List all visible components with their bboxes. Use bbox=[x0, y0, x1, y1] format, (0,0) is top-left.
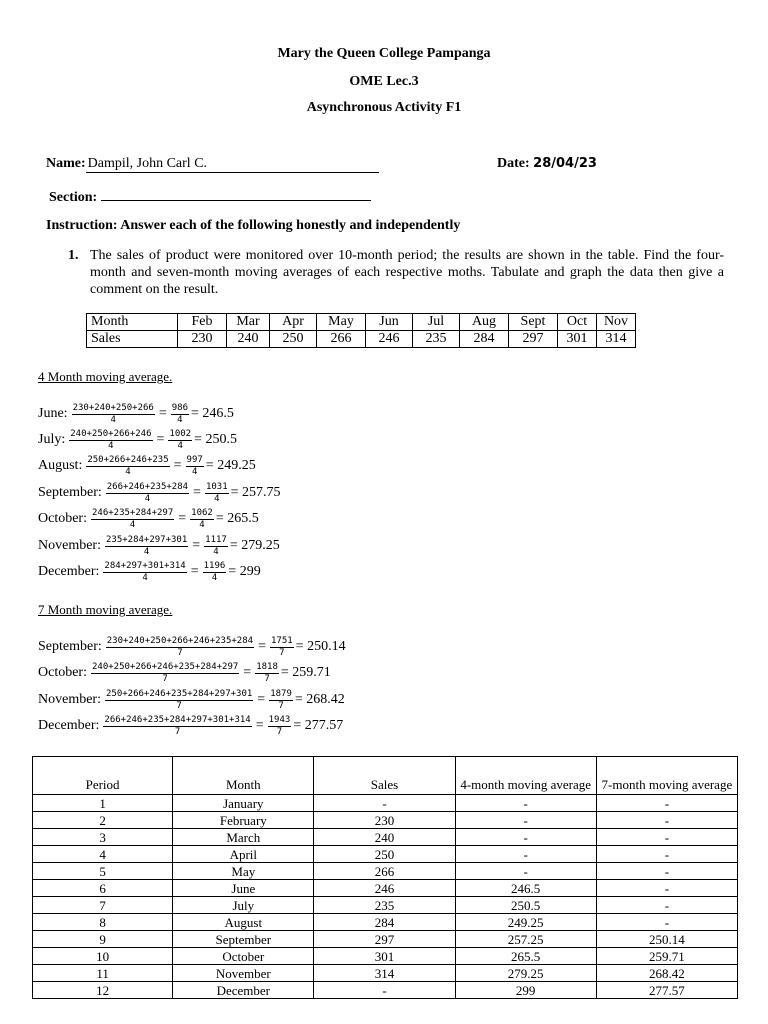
month-cell: June bbox=[173, 880, 314, 897]
sales-row-label: Sales bbox=[87, 331, 178, 348]
sum-fraction bbox=[103, 715, 251, 738]
fraction-numerator: 1879 bbox=[270, 688, 292, 699]
sales-cell: 266 bbox=[317, 331, 366, 348]
sales-cell: 230 bbox=[178, 331, 227, 348]
seven-month-avg-cell: - bbox=[596, 812, 737, 829]
sales-cell: 297 bbox=[314, 931, 455, 948]
sales-cell: 314 bbox=[597, 331, 636, 348]
seven-month-formula-row bbox=[38, 634, 346, 660]
seven-month-avg-cell: - bbox=[596, 880, 737, 897]
table-header-row bbox=[33, 757, 738, 795]
four-month-avg-cell: 279.25 bbox=[455, 965, 596, 982]
table-row bbox=[33, 965, 738, 982]
four-month-avg-cell: 299 bbox=[455, 982, 596, 999]
fraction-numerator: 997 bbox=[186, 454, 203, 465]
formula-result: = 250.14 bbox=[295, 639, 346, 654]
name-label: Name: bbox=[46, 156, 86, 171]
section-label: Section: bbox=[49, 190, 98, 205]
formula-label: August: bbox=[38, 458, 83, 473]
formula-result: = 250.5 bbox=[194, 432, 238, 447]
name-row bbox=[46, 156, 379, 173]
table-row bbox=[33, 880, 738, 897]
fraction-denominator: 7 bbox=[174, 726, 181, 737]
fraction-denominator: 4 bbox=[142, 572, 148, 583]
period-cell: 8 bbox=[33, 914, 173, 931]
four-month-avg-cell: 249.25 bbox=[455, 914, 596, 931]
total-fraction bbox=[186, 455, 204, 478]
four-month-avg-cell: - bbox=[455, 812, 596, 829]
period-cell: 9 bbox=[33, 931, 173, 948]
formula-label: October: bbox=[38, 665, 87, 680]
sales-cell: 301 bbox=[558, 331, 597, 348]
sales-cell: - bbox=[314, 982, 455, 999]
four-month-avg-cell: - bbox=[455, 829, 596, 846]
table-row bbox=[33, 948, 738, 965]
formula-result: = 299 bbox=[228, 564, 261, 579]
fraction-denominator: 4 bbox=[191, 466, 198, 477]
sum-fraction bbox=[106, 636, 254, 659]
seven-month-avg-cell: - bbox=[596, 863, 737, 880]
sum-fraction bbox=[91, 508, 174, 531]
equals-sign: = bbox=[193, 485, 201, 500]
column-header-sales: Sales bbox=[314, 757, 455, 795]
sum-fraction bbox=[86, 455, 169, 478]
fraction-denominator: 7 bbox=[162, 673, 168, 684]
formula-result: = 265.5 bbox=[215, 511, 259, 526]
fraction-numerator: 1751 bbox=[270, 635, 293, 646]
fraction-denominator: 4 bbox=[177, 414, 183, 425]
fraction-denominator: 4 bbox=[108, 440, 114, 451]
month-cell: Jun bbox=[366, 314, 413, 331]
column-header-month: Month bbox=[173, 757, 314, 795]
month-cell: April bbox=[173, 846, 314, 863]
fraction-numerator: 246+235+284+297 bbox=[91, 507, 174, 518]
activity-title: Asynchronous Activity F1 bbox=[306, 100, 462, 115]
equals-sign: = bbox=[158, 406, 167, 421]
formula-label: June: bbox=[38, 406, 68, 421]
sum-fraction bbox=[91, 662, 239, 685]
fraction-numerator: 240+250+266+246+235+284+297 bbox=[91, 661, 239, 672]
fraction-numerator: 1062 bbox=[191, 507, 213, 518]
column-header-period: Period bbox=[33, 757, 173, 795]
table-row bbox=[33, 982, 738, 999]
table-row bbox=[33, 863, 738, 880]
total-fraction bbox=[190, 508, 214, 531]
fraction-denominator: 7 bbox=[264, 673, 270, 684]
total-fraction bbox=[171, 403, 189, 426]
equals-sign: = bbox=[192, 538, 201, 553]
fraction-numerator: 235+284+297+301 bbox=[105, 534, 188, 545]
sum-fraction bbox=[72, 403, 155, 426]
equals-sign: = bbox=[173, 458, 182, 473]
period-cell: 10 bbox=[33, 948, 173, 965]
fraction-numerator: 1002 bbox=[169, 428, 192, 439]
question-number: 1. bbox=[68, 248, 79, 263]
formula-result: = 277.57 bbox=[293, 718, 344, 733]
fraction-denominator: 4 bbox=[129, 519, 136, 530]
fraction-denominator: 4 bbox=[143, 546, 150, 557]
month-cell: January bbox=[173, 795, 314, 812]
four-month-avg-cell: 246.5 bbox=[455, 880, 596, 897]
month-cell: Aug bbox=[460, 314, 509, 331]
sum-fraction bbox=[69, 429, 152, 452]
month-cell: February bbox=[173, 812, 314, 829]
date-label: Date: bbox=[497, 156, 530, 171]
fraction-denominator: 4 bbox=[177, 440, 183, 451]
fraction-numerator: 250+266+246+235 bbox=[87, 454, 169, 465]
formula-label: July: bbox=[38, 432, 66, 447]
seven-month-avg-cell: - bbox=[596, 846, 737, 863]
formula-result: = 259.71 bbox=[280, 665, 331, 680]
month-cell: November bbox=[173, 965, 314, 982]
formula-result: = 268.42 bbox=[294, 692, 345, 707]
table-body bbox=[33, 795, 738, 999]
four-month-avg-cell: - bbox=[455, 846, 596, 863]
sales-cell: 266 bbox=[314, 863, 455, 880]
total-fraction bbox=[205, 482, 229, 505]
table-row bbox=[33, 829, 738, 846]
table-row bbox=[33, 812, 738, 829]
equals-sign: = bbox=[178, 511, 187, 526]
fraction-denominator: 7 bbox=[279, 647, 285, 658]
period-cell: 3 bbox=[33, 829, 173, 846]
table-row bbox=[33, 795, 738, 812]
section-row bbox=[49, 190, 371, 206]
section-blank-line bbox=[101, 190, 371, 201]
sales-cell: 240 bbox=[227, 331, 270, 348]
total-fraction bbox=[255, 662, 279, 685]
sales-cell: 246 bbox=[314, 880, 455, 897]
four-month-heading: 4 Month moving average. bbox=[38, 369, 173, 384]
fraction-numerator: 1031 bbox=[205, 481, 228, 492]
table-row bbox=[33, 914, 738, 931]
month-cell: March bbox=[173, 829, 314, 846]
formula-label: November: bbox=[38, 692, 101, 707]
fraction-numerator: 230+240+250+266+246+235+284 bbox=[106, 635, 254, 646]
equals-sign: = bbox=[190, 564, 199, 579]
fraction-denominator: 7 bbox=[177, 647, 183, 658]
month-cell: December bbox=[173, 982, 314, 999]
month-cell: October bbox=[173, 948, 314, 965]
period-cell: 5 bbox=[33, 863, 173, 880]
total-fraction bbox=[268, 715, 292, 738]
month-cell: September bbox=[173, 931, 314, 948]
four-month-avg-cell: 257.25 bbox=[455, 931, 596, 948]
equals-sign: = bbox=[243, 665, 252, 680]
moving-average-table bbox=[32, 756, 738, 999]
formula-result: = 249.25 bbox=[205, 458, 256, 473]
period-cell: 4 bbox=[33, 846, 173, 863]
sales-cell: 230 bbox=[314, 812, 455, 829]
month-cell: Apr bbox=[270, 314, 317, 331]
date-row bbox=[497, 156, 597, 172]
fraction-denominator: 4 bbox=[144, 493, 151, 504]
period-cell: 2 bbox=[33, 812, 173, 829]
month-cell: May bbox=[173, 863, 314, 880]
fraction-denominator: 7 bbox=[278, 700, 284, 711]
instruction-text: Instruction: Answer each of the following honestly and independently bbox=[46, 218, 461, 233]
four-month-avg-cell: 265.5 bbox=[455, 948, 596, 965]
seven-month-avg-cell: - bbox=[596, 829, 737, 846]
month-cell: Mar bbox=[227, 314, 270, 331]
sales-cell: 250 bbox=[270, 331, 317, 348]
fraction-denominator: 4 bbox=[125, 466, 131, 477]
fraction-denominator: 4 bbox=[110, 414, 116, 425]
fraction-denominator: 4 bbox=[213, 546, 219, 557]
seven-month-formula-row bbox=[38, 713, 343, 739]
period-cell: 1 bbox=[33, 795, 173, 812]
formula-result: = 246.5 bbox=[191, 406, 234, 421]
sales-cell: 297 bbox=[509, 331, 558, 348]
school-name: Mary the Queen College Pampanga bbox=[277, 46, 491, 61]
equals-sign: = bbox=[257, 692, 266, 707]
question-text: The sales of product were monitored over 10-month period; the results are shown in the table. Find the four-month and seven-month moving averages of each respective moths. Tabulate and graph the data then give a comment on the result. bbox=[90, 248, 724, 297]
formula-label: September: bbox=[38, 639, 102, 654]
month-cell: Feb bbox=[178, 314, 227, 331]
sales-table-month-row bbox=[87, 314, 636, 331]
formula-label: October: bbox=[38, 511, 87, 526]
period-cell: 11 bbox=[33, 965, 173, 982]
month-cell: Oct bbox=[558, 314, 597, 331]
sales-cell: - bbox=[314, 795, 455, 812]
period-cell: 7 bbox=[33, 897, 173, 914]
month-row-label: Month bbox=[87, 314, 178, 331]
period-cell: 6 bbox=[33, 880, 173, 897]
fraction-denominator: 4 bbox=[211, 572, 218, 583]
seven-month-avg-cell: 277.57 bbox=[596, 982, 737, 999]
seven-month-formula-row bbox=[38, 660, 331, 686]
formula-result: = 257.75 bbox=[230, 485, 281, 500]
seven-month-avg-cell: - bbox=[596, 897, 737, 914]
period-cell: 12 bbox=[33, 982, 173, 999]
sales-cell: 284 bbox=[460, 331, 509, 348]
fraction-numerator: 986 bbox=[171, 402, 189, 413]
seven-month-avg-cell: 259.71 bbox=[596, 948, 737, 965]
table-row bbox=[33, 931, 738, 948]
sales-cell: 314 bbox=[314, 965, 455, 982]
formula-label: December: bbox=[38, 718, 100, 733]
four-month-formula-row bbox=[38, 401, 234, 427]
total-fraction bbox=[269, 689, 293, 712]
fraction-denominator: 7 bbox=[276, 726, 283, 737]
four-month-formula-row bbox=[38, 480, 281, 506]
fraction-numerator: 284+297+301+314 bbox=[104, 560, 186, 571]
sales-cell: 301 bbox=[314, 948, 455, 965]
four-month-formula-row bbox=[38, 559, 261, 585]
sales-data-table bbox=[86, 313, 636, 348]
sales-cell: 284 bbox=[314, 914, 455, 931]
name-value: Dampil, John Carl C. bbox=[86, 156, 379, 173]
month-cell: Nov bbox=[597, 314, 636, 331]
sum-fraction bbox=[105, 535, 188, 558]
sum-fraction bbox=[106, 482, 189, 505]
equals-sign: = bbox=[156, 432, 165, 447]
month-cell: August bbox=[173, 914, 314, 931]
four-month-avg-cell: - bbox=[455, 795, 596, 812]
column-header-7-month: 7-month moving average bbox=[596, 757, 737, 795]
four-month-formula-row bbox=[38, 427, 237, 453]
formula-label: November: bbox=[38, 538, 101, 553]
month-cell: July bbox=[173, 897, 314, 914]
formula-label: September: bbox=[38, 485, 102, 500]
fraction-numerator: 240+250+266+246 bbox=[70, 428, 152, 439]
sales-cell: 240 bbox=[314, 829, 455, 846]
fraction-denominator: 4 bbox=[214, 493, 220, 504]
fraction-numerator: 230+240+250+266 bbox=[72, 402, 154, 413]
seven-month-avg-cell: 268.42 bbox=[596, 965, 737, 982]
formula-result: = 279.25 bbox=[229, 538, 280, 553]
sales-cell: 246 bbox=[366, 331, 413, 348]
seven-month-avg-cell: 250.14 bbox=[596, 931, 737, 948]
four-month-formula-row bbox=[38, 506, 259, 532]
seven-month-avg-cell: - bbox=[596, 914, 737, 931]
seven-month-heading: 7 Month moving average. bbox=[38, 602, 173, 617]
table-row bbox=[33, 846, 738, 863]
four-month-formula-row bbox=[38, 533, 280, 559]
equals-sign: = bbox=[258, 639, 266, 654]
fraction-numerator: 266+246+235+284 bbox=[106, 481, 189, 492]
question-1 bbox=[68, 247, 724, 298]
formula-label: December: bbox=[38, 564, 100, 579]
month-cell: May bbox=[317, 314, 366, 331]
fraction-denominator: 7 bbox=[176, 700, 182, 711]
fraction-numerator: 250+266+246+235+284+297+301 bbox=[105, 688, 253, 699]
sales-table-sales-row bbox=[87, 331, 636, 348]
fraction-numerator: 1196 bbox=[203, 560, 226, 571]
fraction-denominator: 4 bbox=[199, 519, 205, 530]
seven-month-avg-cell: - bbox=[596, 795, 737, 812]
equals-sign: = bbox=[255, 718, 264, 733]
course-title: OME Lec.3 bbox=[349, 74, 419, 89]
fraction-numerator: 1943 bbox=[268, 714, 291, 725]
sales-cell: 235 bbox=[413, 331, 460, 348]
sales-cell: 250 bbox=[314, 846, 455, 863]
fraction-numerator: 1117 bbox=[205, 534, 227, 545]
total-fraction bbox=[168, 429, 192, 452]
fraction-numerator: 1818 bbox=[256, 661, 278, 672]
four-month-avg-cell: 250.5 bbox=[455, 897, 596, 914]
sum-fraction bbox=[105, 689, 253, 712]
sum-fraction bbox=[103, 561, 186, 584]
total-fraction bbox=[203, 561, 227, 584]
sales-cell: 235 bbox=[314, 897, 455, 914]
fraction-numerator: 266+246+235+284+297+301+314 bbox=[104, 714, 251, 725]
four-month-avg-cell: - bbox=[455, 863, 596, 880]
total-fraction bbox=[204, 535, 228, 558]
month-cell: Sept bbox=[509, 314, 558, 331]
table-row bbox=[33, 897, 738, 914]
total-fraction bbox=[270, 636, 294, 659]
date-value: 28/04/23 bbox=[533, 156, 597, 171]
four-month-formula-row bbox=[38, 453, 256, 479]
month-cell: Jul bbox=[413, 314, 460, 331]
seven-month-formula-row bbox=[38, 687, 345, 713]
column-header-4-month: 4-month moving average bbox=[455, 757, 596, 795]
